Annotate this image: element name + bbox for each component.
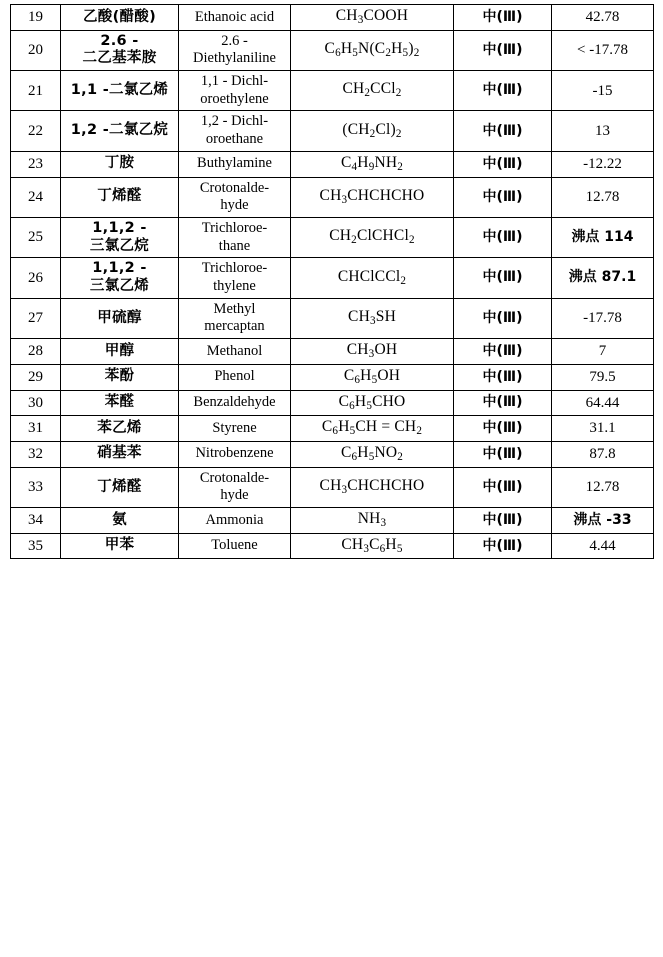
cell-index: 25 bbox=[11, 217, 61, 257]
cell-english-name: 2.6 - Diethylaniline bbox=[179, 30, 291, 70]
cell-chinese-name: 丁烯醛 bbox=[61, 467, 179, 507]
table-row bbox=[11, 217, 654, 257]
cell-index: 33 bbox=[11, 467, 61, 507]
cell-english-name: 1,2 - Dichl- oroethane bbox=[179, 111, 291, 151]
cell-chinese-name: 乙酸(醋酸) bbox=[61, 5, 179, 31]
cell-hazard-class: 中(Ⅲ) bbox=[454, 258, 552, 298]
cell-value: 12.78 bbox=[552, 467, 654, 507]
cell-chinese-name: 丁胺 bbox=[61, 151, 179, 177]
cell-formula: $C_4H_9NH_2$ bbox=[291, 151, 454, 177]
cell-hazard-class: 中(Ⅲ) bbox=[454, 508, 552, 534]
cell-formula: $CH_3COOH$ bbox=[291, 5, 454, 31]
cell-hazard-class: 中(Ⅲ) bbox=[454, 111, 552, 151]
cell-chinese-name: 甲醇 bbox=[61, 339, 179, 365]
cell-hazard-class: 中(Ⅲ) bbox=[454, 364, 552, 390]
cell-chinese-name: 甲硫醇 bbox=[61, 298, 179, 338]
cell-hazard-class: 中(Ⅲ) bbox=[454, 533, 552, 559]
cell-index: 19 bbox=[11, 5, 61, 31]
cell-hazard-class: 中(Ⅲ) bbox=[454, 151, 552, 177]
cell-value: 64.44 bbox=[552, 390, 654, 416]
cell-hazard-class: 中(Ⅲ) bbox=[454, 441, 552, 467]
cell-index: 31 bbox=[11, 416, 61, 442]
cell-index: 35 bbox=[11, 533, 61, 559]
cell-index: 23 bbox=[11, 151, 61, 177]
cell-formula: $(CH_2Cl)_2$ bbox=[291, 111, 454, 151]
cell-hazard-class: 中(Ⅲ) bbox=[454, 467, 552, 507]
cell-index: 24 bbox=[11, 177, 61, 217]
table-row bbox=[11, 416, 654, 442]
table-row bbox=[11, 364, 654, 390]
cell-hazard-class: 中(Ⅲ) bbox=[454, 5, 552, 31]
cell-formula: $CH_3CHCHCHO$ bbox=[291, 467, 454, 507]
cell-value: 沸点 87.1 bbox=[552, 258, 654, 298]
cell-formula: $CH_3SH$ bbox=[291, 298, 454, 338]
cell-hazard-class: 中(Ⅲ) bbox=[454, 71, 552, 111]
chemicals-table bbox=[10, 4, 654, 559]
table-row bbox=[11, 5, 654, 31]
cell-index: 30 bbox=[11, 390, 61, 416]
cell-formula: $CH_2CCl_2$ bbox=[291, 71, 454, 111]
cell-formula: $NH_3$ bbox=[291, 508, 454, 534]
document-page bbox=[0, 4, 663, 957]
table-row bbox=[11, 390, 654, 416]
cell-value: 31.1 bbox=[552, 416, 654, 442]
cell-value: 沸点 -33 bbox=[552, 508, 654, 534]
cell-value: 7 bbox=[552, 339, 654, 365]
cell-english-name: 1,1 - Dichl- oroethylene bbox=[179, 71, 291, 111]
cell-formula: $CH_3C_6H_5$ bbox=[291, 533, 454, 559]
cell-chinese-name: 1,1,2 - 三氯乙烷 bbox=[61, 217, 179, 257]
cell-index: 27 bbox=[11, 298, 61, 338]
cell-value: 4.44 bbox=[552, 533, 654, 559]
cell-chinese-name: 1,1,2 - 三氯乙烯 bbox=[61, 258, 179, 298]
cell-english-name: Ammonia bbox=[179, 508, 291, 534]
cell-english-name: Trichloroe- thane bbox=[179, 217, 291, 257]
cell-value: -17.78 bbox=[552, 298, 654, 338]
cell-formula: $C_6H_5NO_2$ bbox=[291, 441, 454, 467]
cell-chinese-name: 硝基苯 bbox=[61, 441, 179, 467]
table-row bbox=[11, 151, 654, 177]
cell-english-name: Phenol bbox=[179, 364, 291, 390]
cell-formula: $C_6H_5CH = CH_2$ bbox=[291, 416, 454, 442]
cell-index: 28 bbox=[11, 339, 61, 365]
cell-english-name: Methanol bbox=[179, 339, 291, 365]
cell-formula: $CH_2ClCHCl_2$ bbox=[291, 217, 454, 257]
cell-english-name: Ethanoic acid bbox=[179, 5, 291, 31]
cell-hazard-class: 中(Ⅲ) bbox=[454, 416, 552, 442]
cell-value: -12.22 bbox=[552, 151, 654, 177]
cell-index: 32 bbox=[11, 441, 61, 467]
table-row bbox=[11, 30, 654, 70]
cell-english-name: Toluene bbox=[179, 533, 291, 559]
cell-formula: $CH_3OH$ bbox=[291, 339, 454, 365]
cell-index: 22 bbox=[11, 111, 61, 151]
cell-chinese-name: 苯酚 bbox=[61, 364, 179, 390]
cell-formula: $CH_3CHCHCHO$ bbox=[291, 177, 454, 217]
cell-index: 26 bbox=[11, 258, 61, 298]
table-row bbox=[11, 298, 654, 338]
cell-english-name: Crotonalde- hyde bbox=[179, 467, 291, 507]
cell-english-name: Crotonalde- hyde bbox=[179, 177, 291, 217]
cell-value: < -17.78 bbox=[552, 30, 654, 70]
cell-value: 42.78 bbox=[552, 5, 654, 31]
cell-chinese-name: 甲苯 bbox=[61, 533, 179, 559]
cell-chinese-name: 苯乙烯 bbox=[61, 416, 179, 442]
table-row bbox=[11, 441, 654, 467]
table-row bbox=[11, 258, 654, 298]
cell-hazard-class: 中(Ⅲ) bbox=[454, 390, 552, 416]
cell-index: 29 bbox=[11, 364, 61, 390]
cell-value: 87.8 bbox=[552, 441, 654, 467]
cell-chinese-name: 氨 bbox=[61, 508, 179, 534]
table-row bbox=[11, 177, 654, 217]
cell-chinese-name: 1,2 -二氯乙烷 bbox=[61, 111, 179, 151]
table-row bbox=[11, 111, 654, 151]
cell-formula: $C_6H_5CHO$ bbox=[291, 390, 454, 416]
cell-hazard-class: 中(Ⅲ) bbox=[454, 339, 552, 365]
cell-index: 34 bbox=[11, 508, 61, 534]
cell-chinese-name: 2.6 - 二乙基苯胺 bbox=[61, 30, 179, 70]
cell-hazard-class: 中(Ⅲ) bbox=[454, 177, 552, 217]
cell-chinese-name: 1,1 -二氯乙烯 bbox=[61, 71, 179, 111]
cell-formula: $C_6H_5OH$ bbox=[291, 364, 454, 390]
cell-hazard-class: 中(Ⅲ) bbox=[454, 217, 552, 257]
cell-value: 13 bbox=[552, 111, 654, 151]
cell-english-name: Benzaldehyde bbox=[179, 390, 291, 416]
table-row bbox=[11, 339, 654, 365]
table-row bbox=[11, 508, 654, 534]
cell-english-name: Styrene bbox=[179, 416, 291, 442]
cell-formula: CHClCCl$_2$ bbox=[291, 258, 454, 298]
table-row bbox=[11, 467, 654, 507]
cell-value: 79.5 bbox=[552, 364, 654, 390]
table-row bbox=[11, 533, 654, 559]
cell-hazard-class: 中(Ⅲ) bbox=[454, 298, 552, 338]
cell-english-name: Methyl mercaptan bbox=[179, 298, 291, 338]
table-body bbox=[11, 5, 654, 559]
cell-hazard-class: 中(Ⅲ) bbox=[454, 30, 552, 70]
cell-index: 21 bbox=[11, 71, 61, 111]
cell-chinese-name: 丁烯醛 bbox=[61, 177, 179, 217]
cell-value: 12.78 bbox=[552, 177, 654, 217]
cell-english-name: Nitrobenzene bbox=[179, 441, 291, 467]
cell-value: -15 bbox=[552, 71, 654, 111]
cell-english-name: Buthylamine bbox=[179, 151, 291, 177]
cell-formula: $C_6H_5N(C_2H_5)_2$ bbox=[291, 30, 454, 70]
cell-english-name: Trichloroe- thylene bbox=[179, 258, 291, 298]
cell-index: 20 bbox=[11, 30, 61, 70]
cell-chinese-name: 苯醛 bbox=[61, 390, 179, 416]
table-row bbox=[11, 71, 654, 111]
cell-value: 沸点 114 bbox=[552, 217, 654, 257]
